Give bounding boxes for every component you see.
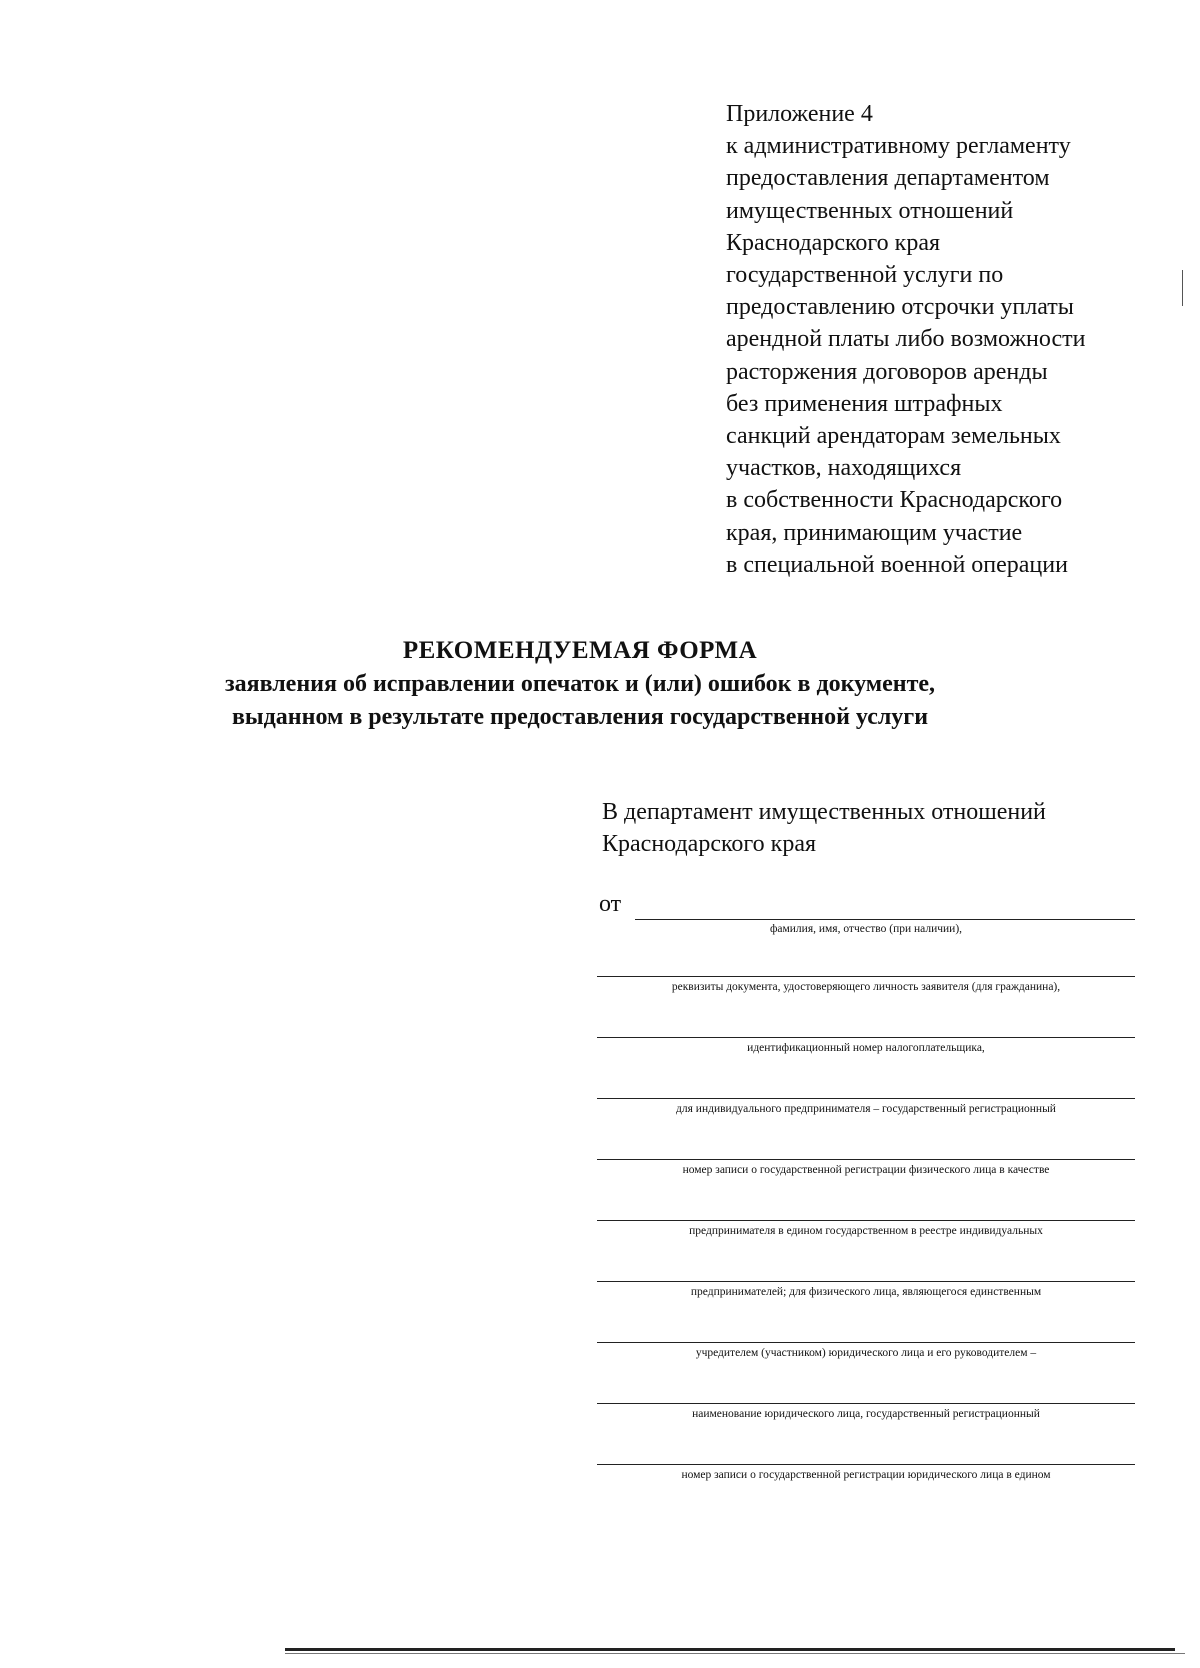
from-row [597,890,1135,920]
addressee-block [602,796,1142,860]
appendix-line: санкций арендаторам земельных [726,423,1061,450]
applicant-name-field[interactable] [635,919,1135,920]
appendix-line: в собственности Краснодарского [726,487,1063,514]
addressee-line: Краснодарского края [602,831,817,857]
fill-line[interactable] [597,1403,1135,1404]
form-title [200,634,960,734]
applicant-form [597,890,1135,1485]
appendix-block [726,98,1166,581]
fill-line[interactable] [597,1159,1135,1160]
from-label: от [599,891,622,917]
form-field [597,1302,1135,1363]
addressee-line: В департамент имущественных отношений [602,799,1046,825]
appendix-line: государственной услуги по [726,262,1004,289]
fill-line[interactable] [597,1037,1135,1038]
field-hint: предпринимателя в едином государственном в реестре индивидуальных [689,1225,1043,1237]
form-subtitle-line: заявления об исправлении опечаток и (или) ошибок в документе, [224,671,936,697]
field-hint: учредителем (участником) юридического лица и его руководителем – [695,1347,1037,1359]
form-field [597,1424,1135,1485]
field-hint: фамилия, имя, отчество (при наличии), [769,923,963,935]
form-field [597,997,1135,1058]
fill-line[interactable] [597,1220,1135,1221]
appendix-line: арендной платы либо возможности [726,326,1086,353]
form-field [597,936,1135,997]
appendix-line: к административному регламенту [726,133,1071,160]
appendix-line: без применения штрафных [726,390,1003,417]
bottom-rule [285,1648,1175,1651]
field-hint: для индивидуального предпринимателя – государственный регистрационный [676,1103,1056,1115]
appendix-line: Краснодарского края [726,229,941,256]
appendix-line: предоставлению отсрочки уплаты [726,294,1074,321]
fill-line[interactable] [597,1098,1135,1099]
form-field [597,1363,1135,1424]
bottom-rule-shadow [285,1653,1185,1654]
field-hint: наименование юридического лица, государственный регистрационный [692,1408,1040,1420]
form-field [597,1058,1135,1119]
fill-line[interactable] [597,1464,1135,1465]
field-hint: номер записи о государственной регистрации юридического лица в едином [681,1469,1051,1481]
form-field [597,1180,1135,1241]
appendix-line: расторжения договоров аренды [726,358,1048,385]
appendix-line: предоставления департаментом [726,165,1050,192]
fill-line[interactable] [597,976,1135,977]
appendix-line: имущественных отношений [726,197,1014,224]
field-hint: реквизиты документа, удостоверяющего личность заявителя (для гражданина), [671,981,1061,993]
form-heading: РЕКОМЕНДУЕМАЯ ФОРМА [402,637,758,664]
form-field [597,1119,1135,1180]
appendix-line: края, принимающим участие [726,519,1023,546]
fill-line[interactable] [597,1342,1135,1343]
fill-line[interactable] [597,1281,1135,1282]
appendix-line: в специальной военной операции [726,551,1068,578]
field-hint: номер записи о государственной регистрации физического лица в качестве [682,1164,1050,1176]
field-hint: идентификационный номер налогоплательщика, [747,1042,985,1054]
form-field [597,1241,1135,1302]
appendix-line: участков, находящихся [726,455,962,482]
scan-edge-mark [1182,270,1183,306]
form-subtitle-line: выданном в результате предоставления государственной услуги [231,704,929,730]
field-hint: предпринимателей; для физического лица, являющегося единственным [690,1286,1042,1298]
appendix-line: Приложение 4 [726,101,873,127]
